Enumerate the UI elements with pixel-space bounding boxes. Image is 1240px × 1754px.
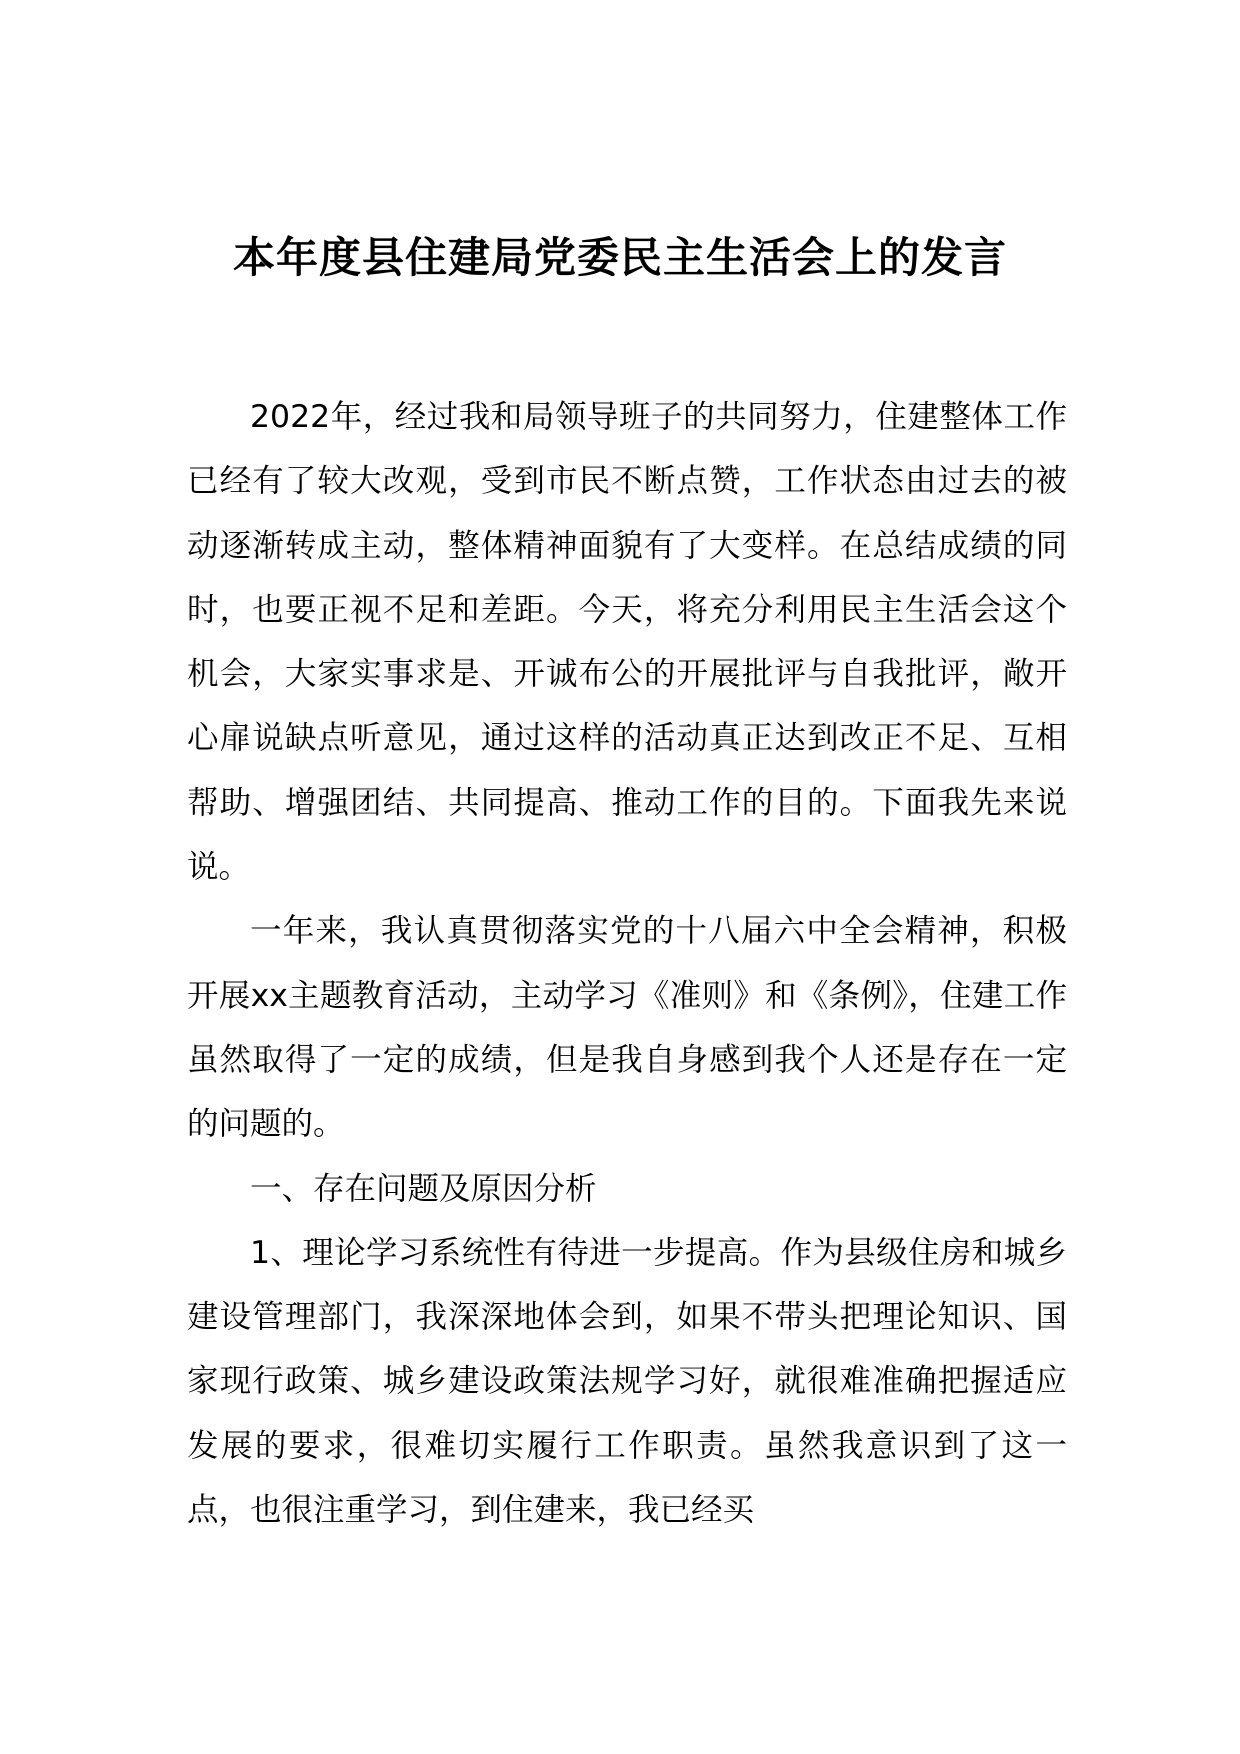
document-title: 本年度县住建局党委民主生活会上的发言 (232, 233, 1007, 283)
section-heading-problems: 一、存在问题及原因分析 (250, 1170, 597, 1207)
paragraph-summary: 一年来，我认真贯彻落实党的十八届六中全会精神，积极开展xx主题教育活动，主动学习《准则》和《条例》，住建工作虽然取得了一定的成绩，但是我自身感到我个人还是存在一定的问题的。 (187, 913, 1067, 1143)
paragraph-theory-study: 1、理论学习系统性有待进一步提高。作为县级住房和城乡建设管理部门，我深深地体会到，如果不带头把理论知识、国家现行政策、城乡建设政策法规学习好，就很难准确把握适应发展的要求，很难切实履行工作职责。虽然我意识到了这一点，也很注重学习，到住建来，我已经买 (187, 1234, 1067, 1529)
document-body (187, 385, 1067, 1542)
paragraph-intro: 2022年，经过我和局领导班子的共同努力，住建整体工作已经有了较大改观，受到市民不断点赞，工作状态由过去的被动逐渐转成主动，整体精神面貌有了大变样。在总结成绩的同时，也要正视不足和差距。今天，将充分利用民主生活会这个机会，大家实事求是、开诚布公的开展批评与自我批评，敞开心扉说缺点听意见，通过这样的活动真正达到改正不足、互相帮助、增强团结、共同提高、推动工作的目的。下面我先来说说。 (187, 399, 1067, 886)
